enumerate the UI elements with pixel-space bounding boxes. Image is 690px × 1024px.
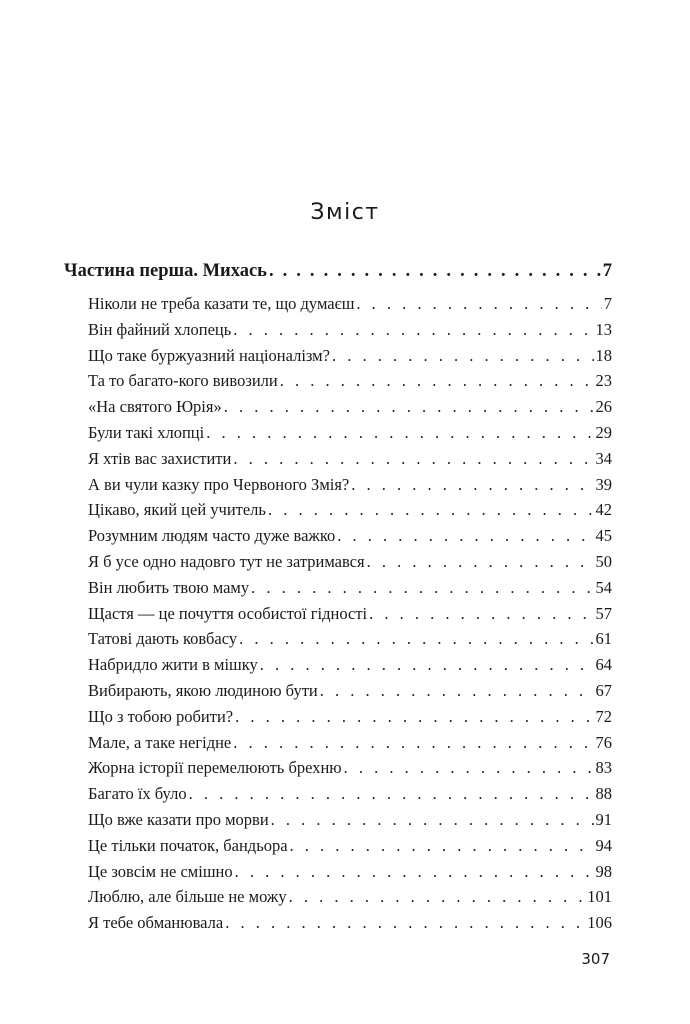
toc-entry[interactable] <box>64 884 612 910</box>
toc-entry-page: 83 <box>595 758 612 778</box>
dot-leader <box>189 781 594 807</box>
dot-leader <box>239 626 593 652</box>
toc-part-title: Частина перша. Михась <box>64 261 267 281</box>
dot-leader <box>290 833 594 859</box>
toc-entry-page: 23 <box>595 371 612 391</box>
toc-entry-page: 42 <box>595 500 612 520</box>
dot-leader <box>269 256 601 286</box>
dot-leader <box>233 317 593 343</box>
dot-leader <box>369 601 593 627</box>
toc-entry-title: Він файний хлопець <box>88 319 232 339</box>
dot-leader <box>224 394 594 420</box>
toc-entry-title: Розумним людям часто дуже важко <box>88 526 336 546</box>
dot-leader <box>260 652 594 678</box>
toc-entry-title: Мале, а таке негідне <box>88 732 232 752</box>
table-of-contents <box>64 256 612 936</box>
dot-leader <box>344 755 594 781</box>
toc-entry-title: Що з тобою робити? <box>88 706 234 726</box>
toc-entry-title: «На святого Юрія» <box>88 397 222 417</box>
toc-entry[interactable] <box>64 472 612 498</box>
toc-entry[interactable] <box>64 446 612 472</box>
dot-leader <box>351 472 593 498</box>
toc-entry-title: Вибирають, якою людиною бути <box>88 680 318 700</box>
dot-leader <box>289 884 586 910</box>
dot-leader <box>235 859 594 885</box>
toc-entry-page: 64 <box>595 655 612 675</box>
toc-entry-page: 101 <box>587 887 612 907</box>
toc-chapter-list <box>64 291 612 936</box>
toc-entry[interactable] <box>64 394 612 420</box>
toc-entry-page: 54 <box>595 577 612 597</box>
dot-leader <box>225 910 585 936</box>
page-title: Зміст <box>310 200 380 225</box>
toc-entry[interactable] <box>64 730 612 756</box>
toc-entry-page: 61 <box>595 629 612 649</box>
dot-leader <box>233 446 593 472</box>
toc-entry-title: Були такі хлопці <box>88 422 205 442</box>
toc-entry-title: А ви чули казку про Червоного Змія? <box>88 474 350 494</box>
dot-leader <box>206 420 593 446</box>
toc-entry-title: Він любить твою маму <box>88 577 250 597</box>
dot-leader <box>251 575 593 601</box>
toc-entry-page: 57 <box>595 603 612 623</box>
toc-entry[interactable] <box>64 704 612 730</box>
toc-entry-page: 76 <box>595 732 612 752</box>
toc-entry[interactable] <box>64 755 612 781</box>
toc-entry-page: 18 <box>595 345 612 365</box>
dot-leader <box>320 678 594 704</box>
toc-entry-page: 106 <box>587 913 612 933</box>
toc-entry-title: Багато їх було <box>88 784 187 804</box>
toc-entry-page: 88 <box>595 784 612 804</box>
toc-entry-page: 67 <box>595 680 612 700</box>
toc-part-heading[interactable] <box>64 256 612 286</box>
toc-entry[interactable] <box>64 652 612 678</box>
page-number: 307 <box>581 950 610 968</box>
toc-entry-page: 29 <box>595 422 612 442</box>
toc-entry-title: Що таке буржуазний націоналізм? <box>88 345 330 365</box>
dot-leader <box>271 807 594 833</box>
toc-entry-title: Цікаво, який цей учитель <box>88 500 266 520</box>
dot-leader <box>332 343 594 369</box>
toc-entry[interactable] <box>64 910 612 936</box>
toc-part-page: 7 <box>602 261 612 281</box>
toc-entry[interactable] <box>64 807 612 833</box>
toc-entry-page: 50 <box>595 551 612 571</box>
toc-entry[interactable] <box>64 343 612 369</box>
dot-leader <box>268 497 594 523</box>
toc-entry-page: 91 <box>595 809 612 829</box>
toc-entry-title: Жорна історії перемелюють брехню <box>88 758 342 778</box>
toc-entry-page: 34 <box>595 448 612 468</box>
toc-entry[interactable] <box>64 368 612 394</box>
toc-entry-page: 13 <box>595 319 612 339</box>
toc-entry[interactable] <box>64 291 612 317</box>
toc-entry-title: Набридло жити в мішку <box>88 655 258 675</box>
toc-entry[interactable] <box>64 549 612 575</box>
toc-entry-title: Це зовсім не смішно <box>88 861 233 881</box>
toc-entry[interactable] <box>64 678 612 704</box>
toc-entry-title: Та то багато-кого вивозили <box>88 371 278 391</box>
toc-entry-title: Татові дають ковбасу <box>88 629 238 649</box>
toc-entry-title: Ніколи не треба казати те, що думаєш <box>88 294 355 313</box>
toc-entry[interactable] <box>64 497 612 523</box>
toc-entry-title: Я тебе обманювала <box>88 913 224 933</box>
toc-entry-page: 45 <box>595 526 612 546</box>
toc-entry-page: 7 <box>603 294 612 313</box>
dot-leader <box>280 368 594 394</box>
dot-leader <box>356 291 601 317</box>
toc-entry[interactable] <box>64 833 612 859</box>
dot-leader <box>235 704 593 730</box>
toc-entry[interactable] <box>64 859 612 885</box>
toc-entry-title: Що вже казати про морви <box>88 809 269 829</box>
toc-entry-page: 94 <box>595 835 612 855</box>
dot-leader <box>367 549 594 575</box>
toc-entry-page: 72 <box>595 706 612 726</box>
toc-entry[interactable] <box>64 523 612 549</box>
toc-entry[interactable] <box>64 575 612 601</box>
toc-entry-title: Я б усе одно надовго тут не затримався <box>88 551 365 571</box>
toc-entry[interactable] <box>64 626 612 652</box>
toc-entry-page: 26 <box>595 397 612 417</box>
toc-entry-page: 98 <box>595 861 612 881</box>
toc-entry-title: Люблю, але більше не можу <box>88 887 287 907</box>
dot-leader <box>233 730 593 756</box>
toc-entry-title: Я хтів вас захистити <box>88 448 232 468</box>
toc-entry[interactable] <box>64 420 612 446</box>
toc-entry-title: Це тільки початок, бандьора <box>88 835 288 855</box>
toc-entry[interactable] <box>64 781 612 807</box>
toc-entry[interactable] <box>64 601 612 627</box>
dot-leader <box>337 523 593 549</box>
toc-entry-title: Щастя — це почуття особистої гідності <box>88 603 368 623</box>
toc-entry-page: 39 <box>595 474 612 494</box>
toc-entry[interactable] <box>64 317 612 343</box>
